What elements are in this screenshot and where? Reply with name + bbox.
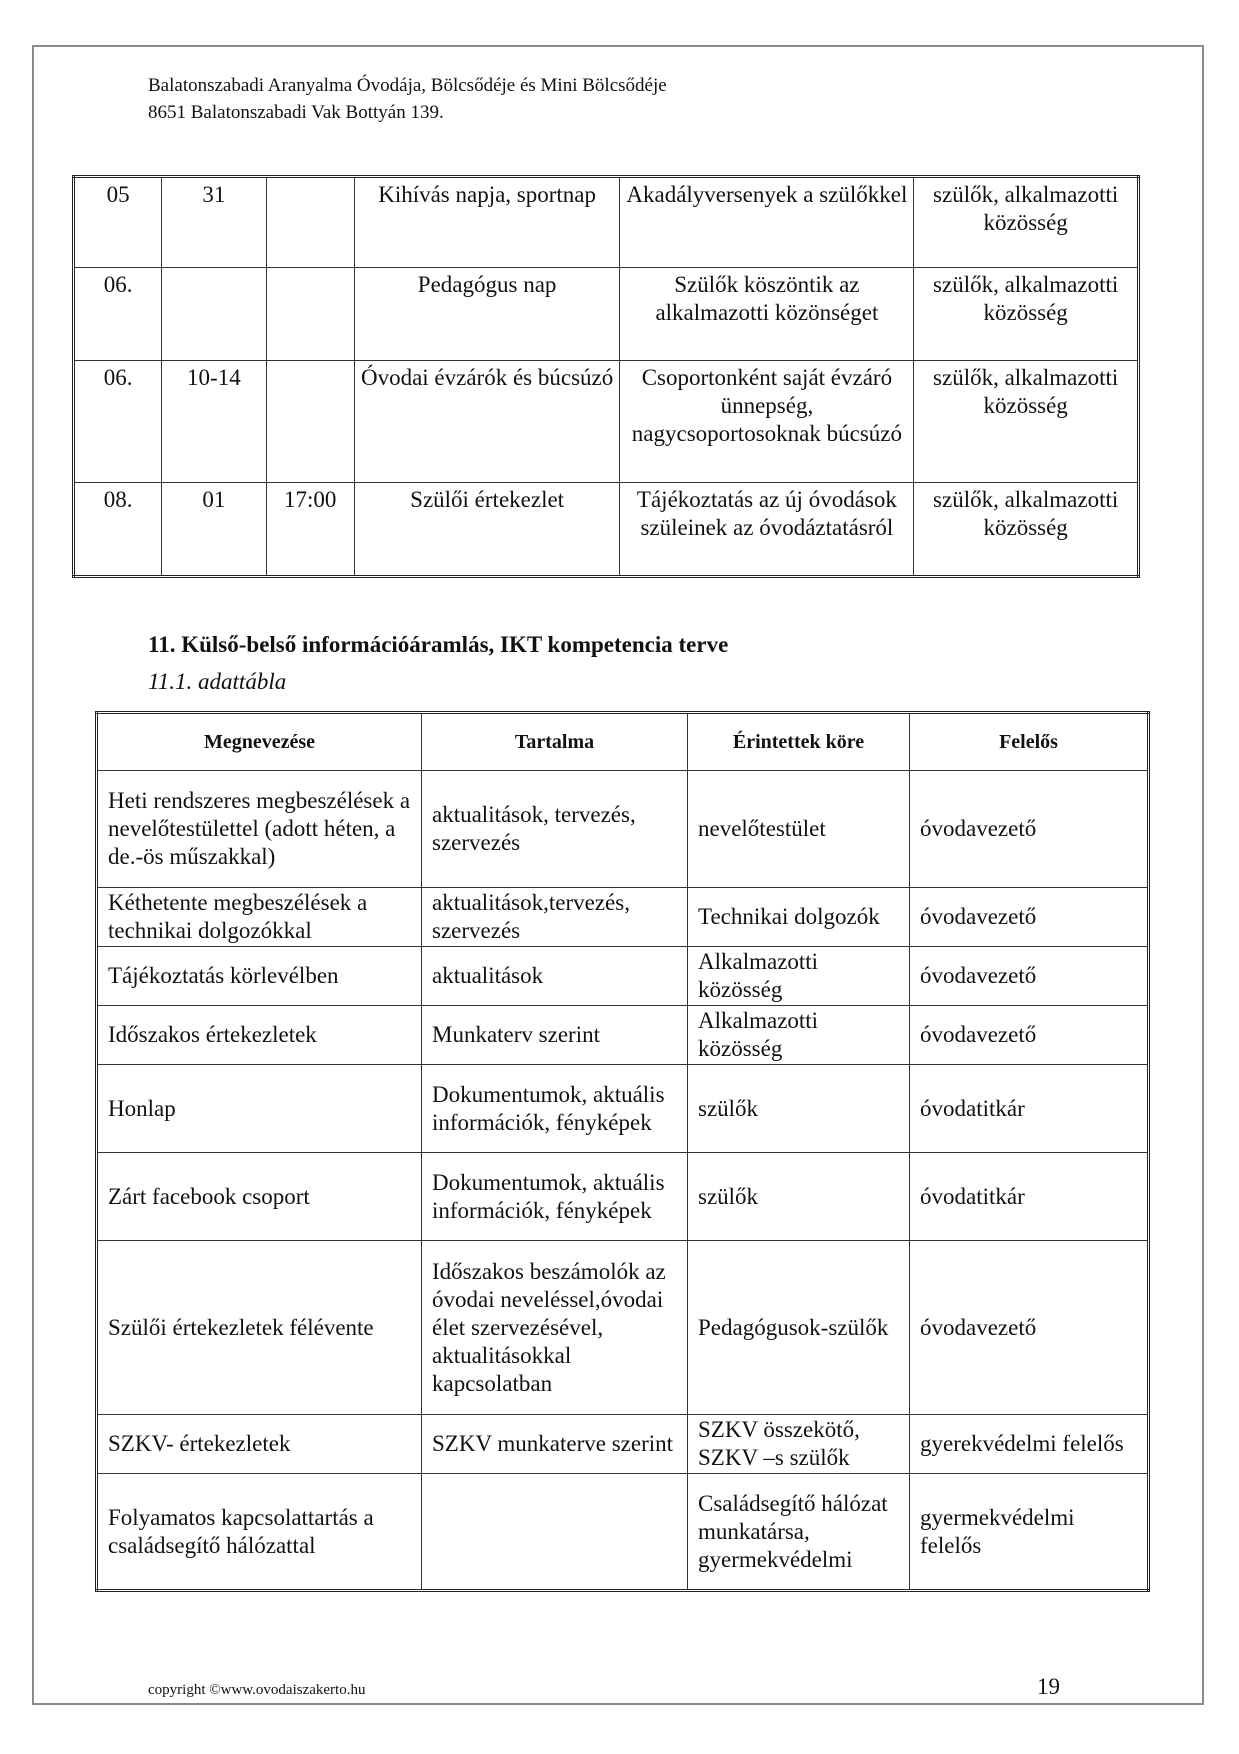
participants-cell: szülők, alkalmazotti közösség — [914, 483, 1139, 577]
name-cell: Kéthetente megbeszélések a technikai dolgozókkal — [97, 888, 422, 947]
content-cell: Dokumentumok, aktuális információk, fényképek — [422, 1153, 688, 1241]
content-cell: aktualitások,tervezés, szervezés — [422, 888, 688, 947]
events-table — [72, 175, 1140, 578]
affected-cell: Technikai dolgozók — [688, 888, 910, 947]
table-row — [97, 1006, 1149, 1065]
time-cell — [266, 268, 354, 361]
affected-cell: SZKV összekötő, SZKV –s szülők — [688, 1415, 910, 1474]
event-cell: Pedagógus nap — [354, 268, 620, 361]
event-cell: Szülői értekezlet — [354, 483, 620, 577]
month-cell: 08. — [74, 483, 162, 577]
name-cell: Folyamatos kapcsolattartás a családsegítő hálózattal — [97, 1474, 422, 1591]
responsible-cell: óvodavezető — [910, 947, 1149, 1006]
name-cell: Szülői értekezletek félévente — [97, 1241, 422, 1415]
name-cell: Heti rendszeres megbeszélések a nevelőtestülettel (adott héten, a de.-ös műszakkal) — [97, 771, 422, 888]
table-row — [97, 947, 1149, 1006]
header-address: 8651 Balatonszabadi Vak Bottyán 139. — [148, 102, 444, 123]
table-row — [97, 1065, 1149, 1153]
table-header-row — [97, 713, 1149, 771]
header-name: Megnevezése — [97, 713, 422, 771]
affected-cell: nevelőtestület — [688, 771, 910, 888]
description-cell: Szülők köszöntik az alkalmazotti közönséget — [620, 268, 914, 361]
responsible-cell: gyermekvédelmi felelős — [910, 1474, 1149, 1591]
content-cell: aktualitások, tervezés, szervezés — [422, 771, 688, 888]
month-cell: 06. — [74, 268, 162, 361]
description-cell: Csoportonként saját évzáró ünnepség, nagycsoportosoknak búcsúzó — [620, 361, 914, 483]
content-cell: Munkaterv szerint — [422, 1006, 688, 1065]
affected-cell: Családsegítő hálózat munkatársa, gyermekvédelmi — [688, 1474, 910, 1591]
time-cell — [266, 361, 354, 483]
page-number: 19 — [1037, 1674, 1060, 1699]
content-cell: Dokumentumok, aktuális információk, fényképek — [422, 1065, 688, 1153]
time-cell — [266, 177, 354, 268]
day-cell — [162, 268, 266, 361]
info-flow-table — [95, 711, 1150, 1592]
table-row — [97, 1415, 1149, 1474]
responsible-cell: óvodavezető — [910, 1006, 1149, 1065]
header-responsible: Felelős — [910, 713, 1149, 771]
month-cell: 06. — [74, 361, 162, 483]
responsible-cell: óvodavezető — [910, 888, 1149, 947]
table-row — [97, 1241, 1149, 1415]
description-cell: Akadályversenyek a szülőkkel — [620, 177, 914, 268]
day-cell: 31 — [162, 177, 266, 268]
responsible-cell: óvodavezető — [910, 1241, 1149, 1415]
table-row — [97, 771, 1149, 888]
content-cell — [422, 1474, 688, 1591]
footer-copyright: copyright ©www.ovodaiszakerto.hu — [148, 1682, 366, 1698]
participants-cell: szülők, alkalmazotti közösség — [914, 361, 1139, 483]
event-cell: Kihívás napja, sportnap — [354, 177, 620, 268]
time-cell: 17:00 — [266, 483, 354, 577]
affected-cell: szülők — [688, 1065, 910, 1153]
responsible-cell: óvodavezető — [910, 771, 1149, 888]
section-title: 11. Külső-belső információáramlás, IKT kompetencia terve — [148, 632, 729, 657]
responsible-cell: óvodatitkár — [910, 1153, 1149, 1241]
table-row — [97, 1474, 1149, 1591]
name-cell: SZKV- értekezletek — [97, 1415, 422, 1474]
table-row — [74, 483, 1139, 577]
event-cell: Óvodai évzárók és búcsúzó — [354, 361, 620, 483]
day-cell: 10-14 — [162, 361, 266, 483]
day-cell: 01 — [162, 483, 266, 577]
month-cell: 05 — [74, 177, 162, 268]
description-cell: Tájékoztatás az új óvodások szüleinek az óvodáztatásról — [620, 483, 914, 577]
content-cell: aktualitások — [422, 947, 688, 1006]
affected-cell: Alkalmazotti közösség — [688, 947, 910, 1006]
name-cell: Zárt facebook csoport — [97, 1153, 422, 1241]
header-affected: Érintettek köre — [688, 713, 910, 771]
participants-cell: szülők, alkalmazotti közösség — [914, 177, 1139, 268]
table-row — [97, 1153, 1149, 1241]
responsible-cell: óvodatitkár — [910, 1065, 1149, 1153]
header-institution: Balatonszabadi Aranyalma Óvodája, Bölcsődéje és Mini Bölcsődéje — [148, 75, 667, 96]
affected-cell: Alkalmazotti közösség — [688, 1006, 910, 1065]
content-cell: SZKV munkaterve szerint — [422, 1415, 688, 1474]
table-row — [74, 268, 1139, 361]
header-content: Tartalma — [422, 713, 688, 771]
table-row — [74, 177, 1139, 268]
affected-cell: szülők — [688, 1153, 910, 1241]
name-cell: Tájékoztatás körlevélben — [97, 947, 422, 1006]
responsible-cell: gyerekvédelmi felelős — [910, 1415, 1149, 1474]
participants-cell: szülők, alkalmazotti közösség — [914, 268, 1139, 361]
section-subtitle: 11.1. adattábla — [148, 669, 287, 694]
content-cell: Időszakos beszámolók az óvodai neveléssel,óvodai élet szervezésével, aktualitásokkal kapcsolatban — [422, 1241, 688, 1415]
document-header — [148, 72, 667, 126]
name-cell: Honlap — [97, 1065, 422, 1153]
table-row — [74, 361, 1139, 483]
affected-cell: Pedagógusok-szülők — [688, 1241, 910, 1415]
name-cell: Időszakos értekezletek — [97, 1006, 422, 1065]
table-row — [97, 888, 1149, 947]
